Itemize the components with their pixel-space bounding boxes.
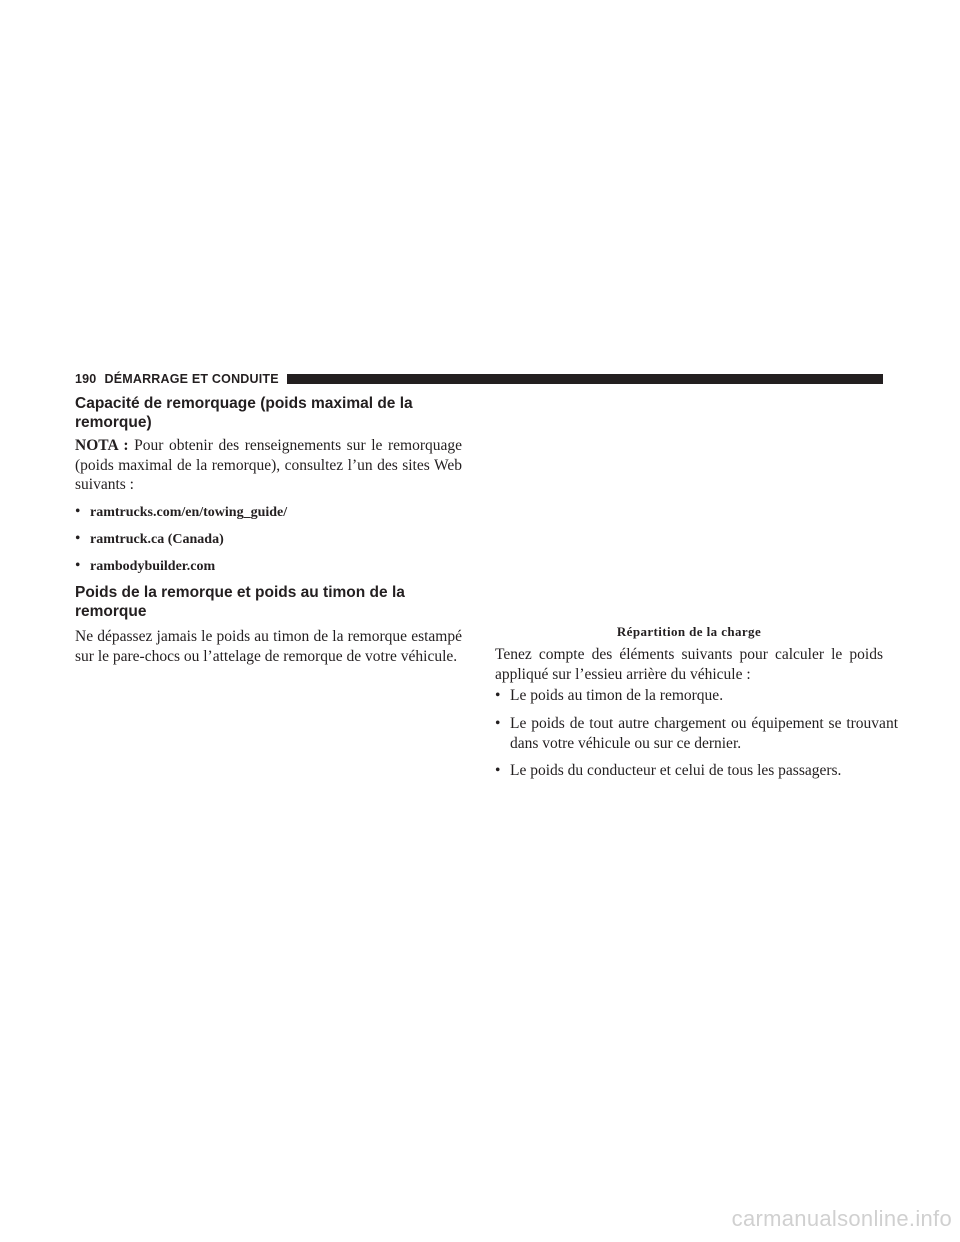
bullet-icon: • bbox=[75, 557, 81, 574]
link-ramtruck-canada[interactable]: ramtruck.ca (Canada) bbox=[90, 532, 224, 547]
bullet-text: Le poids au timon de la remorque. bbox=[510, 687, 724, 704]
axle-intro-paragraph: Tenez compte des éléments suivants pour calculer le poids appliqué sur l’essieu arrière du véhicule : bbox=[495, 646, 883, 683]
page-header bbox=[75, 372, 883, 386]
heading-trailer-weight: Poids de la remorque et poids au timon de la remorque bbox=[75, 584, 405, 620]
list-item bbox=[75, 502, 477, 523]
nota-text: Pour obtenir des renseignements sur le remorquage (poids maximal de la remorque), consultez l’un des sites Web suivants : bbox=[75, 437, 462, 493]
link-ramtrucks-towing[interactable]: ramtrucks.com/en/towing_guide/ bbox=[90, 505, 288, 520]
heading-towing-capacity: Capacité de remorquage (poids maximal de la remorque) bbox=[75, 395, 413, 431]
list-item bbox=[75, 556, 477, 577]
watermark: carmanualsonline.info bbox=[731, 1206, 952, 1231]
bullet-text: Le poids de tout autre chargement ou équipement se trouvant dans votre véhicule ou sur ce dernier. bbox=[510, 715, 898, 752]
section-title: DÉMARRAGE ET CONDUITE bbox=[104, 372, 279, 386]
bullet-icon: • bbox=[495, 715, 501, 732]
bullet-icon: • bbox=[495, 762, 501, 779]
link-rambodybuilder[interactable]: rambodybuilder.com bbox=[90, 559, 216, 574]
trailer-weight-paragraph: Ne dépassez jamais le poids au timon de la remorque estampé sur le pare-chocs ou l’attelage de remorque de votre véhicule. bbox=[75, 628, 462, 665]
page-number: 190 bbox=[75, 372, 97, 386]
list-item bbox=[495, 686, 898, 706]
list-item bbox=[75, 529, 477, 550]
bullet-icon: • bbox=[75, 503, 81, 520]
header-rule bbox=[287, 374, 883, 384]
bullet-icon: • bbox=[75, 530, 81, 547]
figure-caption: Répartition de la charge bbox=[616, 624, 762, 639]
bullet-text: Le poids du conducteur et celui de tous les passagers. bbox=[510, 762, 842, 779]
list-item bbox=[495, 761, 898, 781]
nota-paragraph bbox=[75, 436, 462, 495]
bullet-icon: • bbox=[495, 687, 501, 704]
list-item bbox=[495, 714, 898, 753]
nota-label: NOTA : bbox=[75, 437, 129, 454]
load-distribution-figure bbox=[495, 392, 883, 620]
